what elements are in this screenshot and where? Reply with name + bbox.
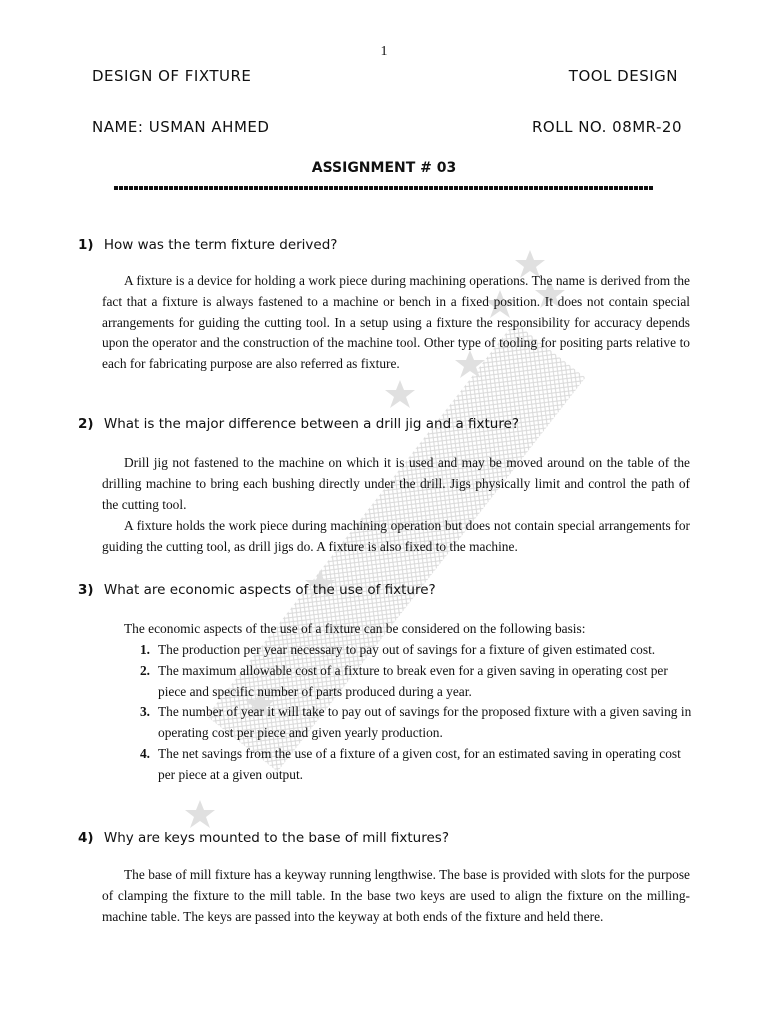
list-item-number: 2. bbox=[139, 662, 150, 678]
question-1-text: How was the term fixture derived? bbox=[103, 237, 338, 253]
answer-3-intro-text: The economic aspects of the use of a fixture can be considered on the following basis: bbox=[124, 621, 586, 636]
list-item-number: 4. bbox=[139, 745, 150, 761]
assignment-title: ASSIGNMENT # 03 bbox=[311, 160, 457, 176]
question-2-number: 2) bbox=[78, 416, 94, 432]
answer-3-intro bbox=[102, 619, 690, 640]
subject-title: TOOL DESIGN bbox=[568, 67, 678, 85]
question-3-text: What are economic aspects of the use of fixture? bbox=[103, 582, 436, 598]
list-item-text: The production per year necessary to pay out of savings for a fixture of given estimated cost. bbox=[158, 642, 656, 657]
question-1-number: 1) bbox=[78, 237, 94, 253]
list-item-text: The maximum allowable cost of a fixture to break even for a given saving in operating cost per piece and specific number of parts produced during a year. bbox=[158, 662, 668, 699]
list-item-number: 1. bbox=[139, 642, 150, 657]
page-number: 1 bbox=[380, 44, 388, 59]
dashed-divider bbox=[114, 186, 654, 190]
student-name: NAME: USMAN AHMED bbox=[92, 118, 270, 136]
list-item bbox=[124, 640, 692, 661]
course-title: DESIGN OF FIXTURE bbox=[92, 67, 252, 85]
question-4-heading bbox=[78, 830, 449, 846]
list-item-number: 3. bbox=[139, 704, 150, 720]
question-2-heading bbox=[78, 416, 519, 432]
answer-4-paragraph bbox=[102, 865, 690, 927]
answer-1-paragraph bbox=[102, 271, 690, 375]
question-1-heading bbox=[78, 237, 337, 253]
list-item-text: The number of year it will take to pay out of savings for the proposed fixture with a given saving in operating cost per piece and given yearly production. bbox=[158, 704, 692, 741]
answer-1-text: A fixture is a device for holding a work piece during machining operations. The name is derived from the fact that a fixture is always fastened to a machine or bench in a fixed position. It does not contain special arrangements for guiding the cutting tool. In a setup using a fixture the responsibility for accuracy depends upon the operator and the construction of the machine tool. Other type of tooling for positing parts relative to each for fabricating purpose are also referred as fixture. bbox=[102, 273, 690, 372]
list-item bbox=[124, 702, 692, 744]
list-item bbox=[124, 744, 692, 786]
question-4-number: 4) bbox=[78, 830, 94, 846]
answer-4-text: The base of mill fixture has a keyway running lengthwise. The base is provided with slots for the purpose of clamping the fixture to the mill table. In the base two keys are used to align the fixture on the milling-machine table. The keys are passed into the keyway at both ends of the fixture and held there. bbox=[102, 867, 690, 924]
question-3-number: 3) bbox=[78, 582, 94, 598]
question-2-text: What is the major difference between a drill jig and a fixture? bbox=[103, 416, 520, 432]
answer-2-paragraph-2 bbox=[102, 516, 690, 558]
economic-aspects-list bbox=[124, 640, 692, 786]
roll-number: ROLL NO. 08MR-20 bbox=[531, 118, 682, 136]
question-4-text: Why are keys mounted to the base of mill fixtures? bbox=[103, 830, 449, 846]
list-item bbox=[124, 661, 692, 703]
answer-2-paragraph-1 bbox=[102, 453, 690, 515]
list-item-text: The net savings from the use of a fixture of a given cost, for an estimated saving in operating cost per piece at a given output. bbox=[158, 745, 681, 782]
question-3-heading bbox=[78, 582, 436, 598]
answer-2-text-1: Drill jig not fastened to the machine on which it is used and may be moved around on the table of the drilling machine to bring each bushing directly under the drill. Jigs physically limit and control the path of the cutting tool. bbox=[102, 455, 690, 512]
answer-2-text-2: A fixture holds the work piece during machining operation but does not contain special arrangements for guiding the cutting tool, as drill jigs do. A fixture is also fixed to the machine. bbox=[102, 518, 690, 554]
